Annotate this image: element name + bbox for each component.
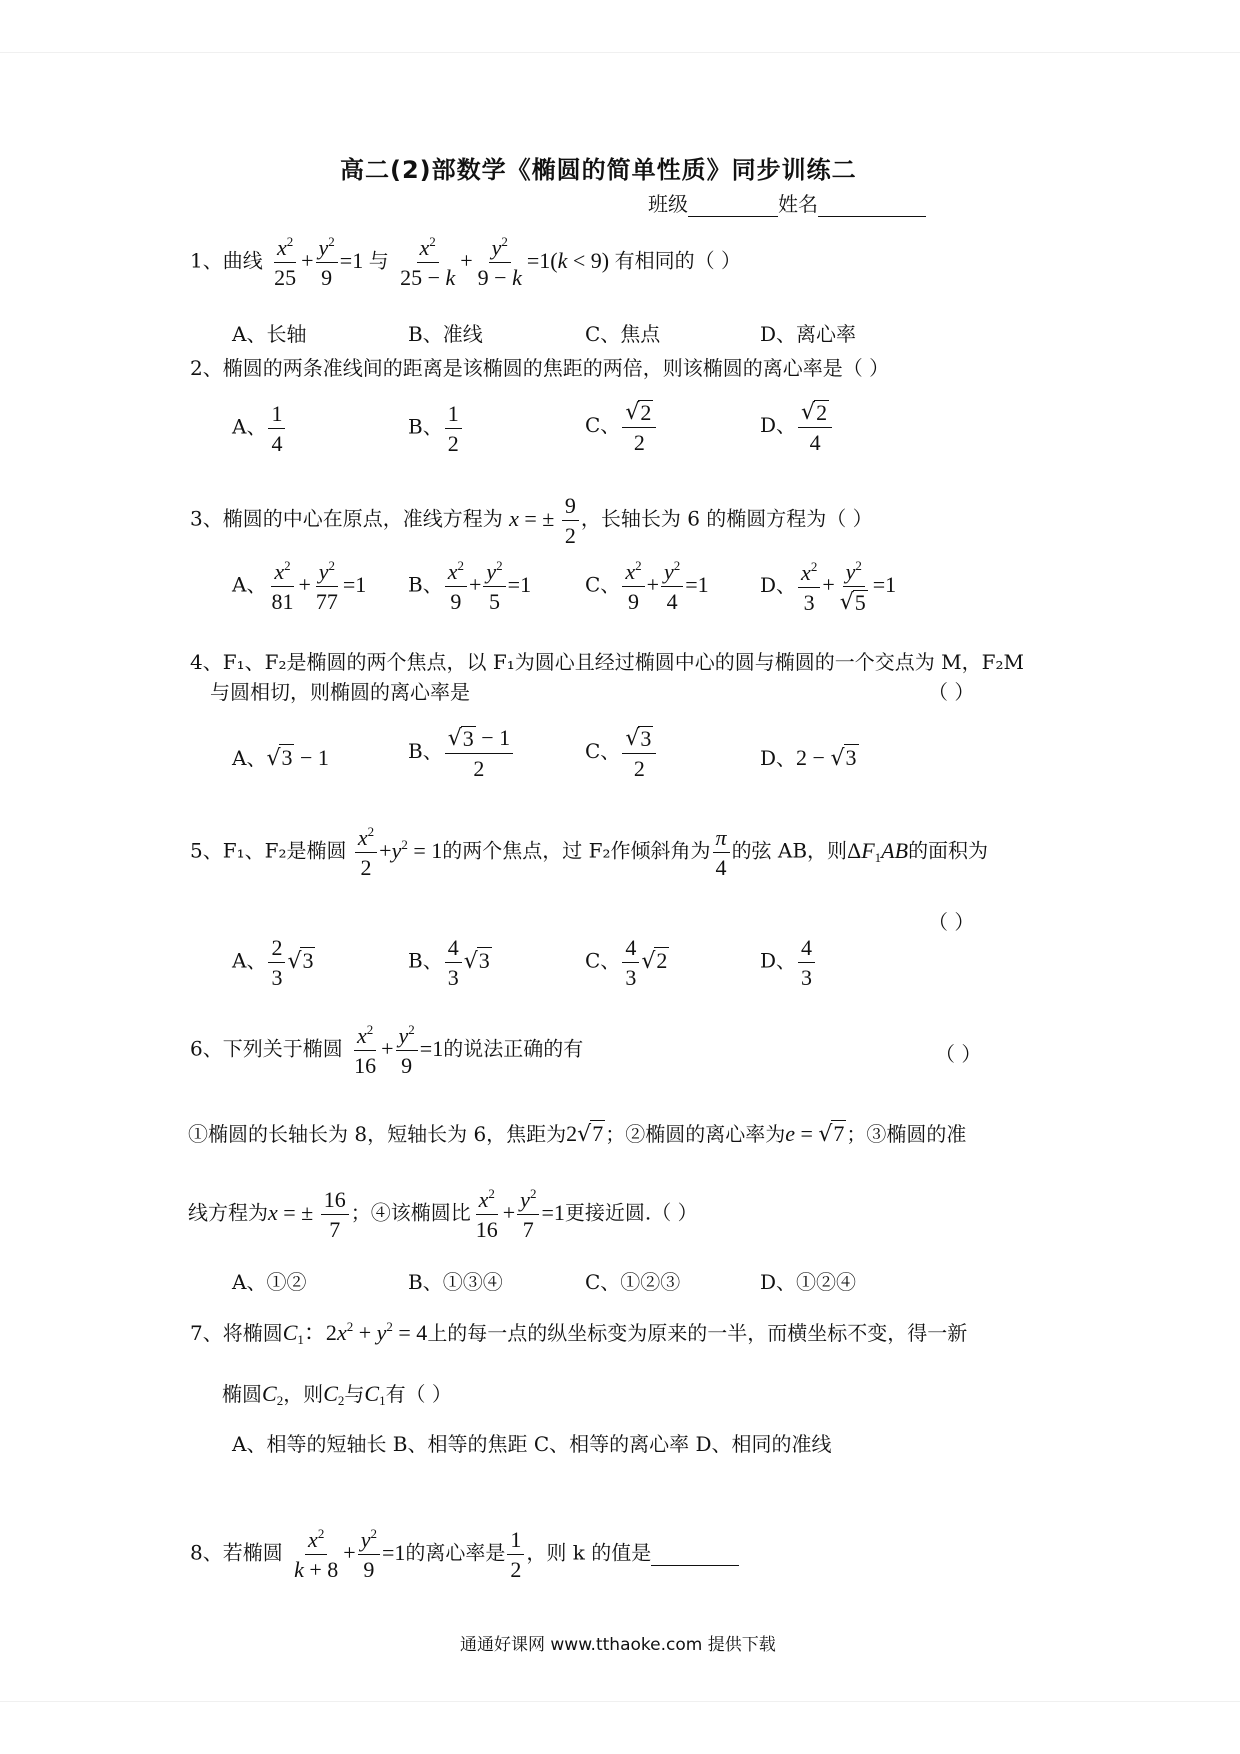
q2-option-a[interactable]: A、 $\frac{1}{4}$ <box>232 402 287 455</box>
student-info <box>648 188 926 217</box>
q6-option-c[interactable]: C、①②③ <box>585 1270 681 1294</box>
q4-option-d[interactable]: D、2 − √ 3 <box>760 745 857 771</box>
q3-option-d[interactable]: D、 $\frac{x^2}{3}$ + $y^2$ √ 5 =1 <box>760 558 897 616</box>
question-5-answer-paren[interactable]: （ ） <box>928 910 975 934</box>
class-blank[interactable] <box>688 192 778 217</box>
q4-option-c[interactable]: C、 √ 3 2 <box>585 726 658 780</box>
q2-option-b[interactable]: B、 $\frac{1}{2}$ <box>408 402 464 455</box>
q5-option-b[interactable]: B、 $\frac{4}{3}$ √ 3 <box>408 935 490 991</box>
class-label: 班级 <box>648 192 688 216</box>
question-7-options[interactable]: A、相等的短轴长 B、相等的焦距 C、相等的离心率 D、相同的准线 <box>232 1432 832 1456</box>
q1-option-c[interactable]: C、焦点 <box>585 322 661 346</box>
question-7-stem-line2: 椭圆$C_2$，则$C_2$与$C_1$有（ ） <box>222 1381 452 1408</box>
q2-option-d[interactable]: D、 √ 2 4 <box>760 400 834 454</box>
question-5-stem: 5、F₁、F₂是椭圆 $\frac{x^2}{2}$ $+y^2 = 1$的两个焦点，过 F₂作倾斜角为 $\frac{\pi}{4}$ 的弦 AB，则$\Delta F_1AB$的面积为 <box>190 824 989 881</box>
q3-option-b[interactable]: B、 $\frac{x^2}{9}$ + $\frac{y^2}{5}$ =1 <box>408 558 532 615</box>
q6-option-a[interactable]: A、①② <box>232 1270 307 1294</box>
question-8-stem: 8、若椭圆 $\frac{x^2}{k + 8}$ + $\frac{y^2}{9}$ =1的离心率是 $\frac{1}{2}$ ，则 k 的值是 <box>190 1528 739 1581</box>
q1-option-a[interactable]: A、长轴 <box>232 322 307 346</box>
q6-option-b[interactable]: B、①③④ <box>408 1270 503 1294</box>
question-1-stem: 1、曲线 $\frac{x^2}{25}$ + $\frac{y^2}{9}$ =1 与 $\frac{x^2}{25 - k}$ + $\frac{y^2}{9 - k}$ =1(k < 9) 有相同的（ ） <box>190 234 741 291</box>
q5-option-a[interactable]: A、 $\frac{2}{3}$ √ 3 <box>232 935 314 991</box>
q8-answer-blank[interactable] <box>651 1541 739 1566</box>
question-6-answer-paren[interactable]: （ ） <box>935 1042 982 1066</box>
q5-option-c[interactable]: C、 $\frac{4}{3}$ √ 2 <box>585 935 668 991</box>
q4-option-b[interactable]: B、 √ 3 − 1 2 <box>408 726 515 780</box>
q3-option-a[interactable]: A、 $\frac{x^2}{81}$ + $\frac{y^2}{77}$ =1 <box>232 558 367 615</box>
question-3-stem: 3、椭圆的中心在原点，准线方程为 x = ± $\frac{9}{2}$ ，长轴长为 6 的椭圆方程为（ ） <box>190 493 873 549</box>
q6-line3-paren[interactable]: （ ） <box>651 1200 698 1225</box>
question-2-stem: 2、椭圆的两条准线间的距离是该椭圆的焦距的两倍，则该椭圆的离心率是（ ） <box>190 356 890 380</box>
q1-option-b[interactable]: B、准线 <box>408 322 483 346</box>
q5-option-d[interactable]: D、 $\frac{4}{3}$ <box>760 936 817 989</box>
q6-option-d[interactable]: D、①②④ <box>760 1270 857 1294</box>
page-title: 高二(2)部数学《椭圆的简单性质》同步训练二 <box>340 156 857 184</box>
q3-option-c[interactable]: C、 $\frac{x^2}{9}$ + $\frac{y^2}{4}$ =1 <box>585 558 709 615</box>
question-4-stem-line1: 4、F₁、F₂是椭圆的两个焦点，以 F₁为圆心且经过椭圆中心的圆与椭圆的一个交点为 M，F₂M <box>190 650 1024 674</box>
question-6-statements-line2: 线方程为x = ± $\frac{16}{7}$ ；④该椭圆比 $\frac{x^2}{16}$ + $\frac{y^2}{7}$ =1更接近圆.（ ） <box>188 1186 698 1243</box>
name-label: 姓名 <box>778 192 818 216</box>
q2-option-c[interactable]: C、 √ 2 2 <box>585 400 658 454</box>
q4-option-a[interactable]: A、 √ 3 − 1 <box>232 745 329 771</box>
question-6-statements-line1: ①椭圆的长轴长为 8，短轴长为 6，焦距为2 √ 7 ；②椭圆的离心率为e = √ 7 ；③椭圆的准 <box>188 1121 967 1147</box>
question-6-stem: 6、下列关于椭圆 $\frac{x^2}{16}$ + $\frac{y^2}{9}$ =1的说法正确的有 <box>190 1022 584 1079</box>
question-7-stem-line1: 7、将椭圆$C_1$：$2x^2 + y^2 = 4$上的每一点的纵坐标变为原来的一半，而横坐标不变，得一新 <box>190 1319 968 1347</box>
question-4-answer-paren[interactable]: （ ） <box>928 680 975 704</box>
q1-option-d[interactable]: D、离心率 <box>760 322 857 346</box>
name-blank[interactable] <box>818 192 926 217</box>
footer-source: 通通好课网 www.tthaoke.com 提供下载 <box>460 1635 776 1655</box>
question-4-stem-line2: 与圆相切，则椭圆的离心率是 <box>210 680 470 704</box>
